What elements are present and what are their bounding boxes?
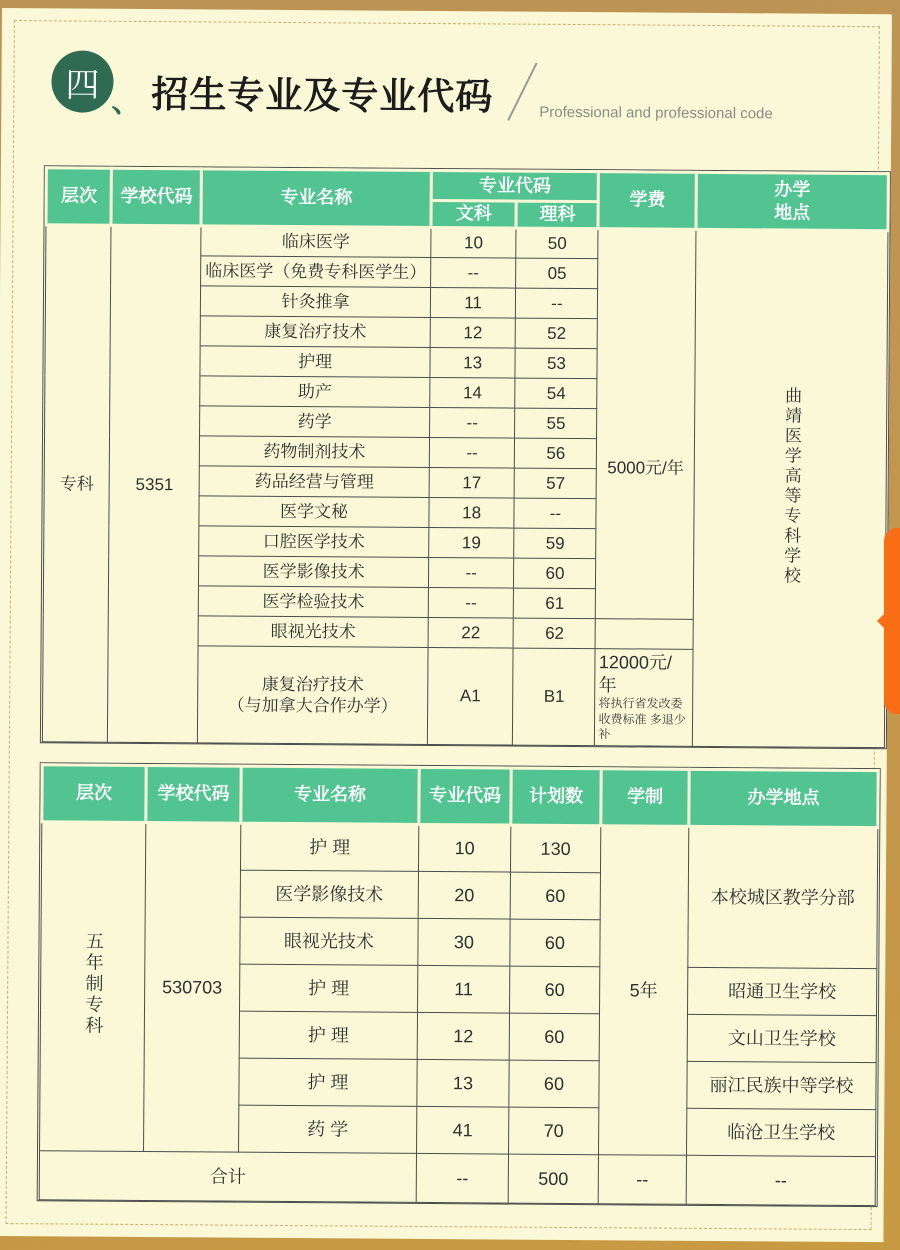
cell-major-name: 临床医学（免费专科医学生） xyxy=(201,256,431,288)
cell-wen: 19 xyxy=(429,527,515,558)
header-school-code: 学校代码 xyxy=(146,766,241,824)
cell-major-name: 临床医学 xyxy=(201,226,431,258)
cell-plan: 60 xyxy=(509,1060,599,1108)
cell-li: 60 xyxy=(514,558,596,589)
table-row xyxy=(46,225,888,261)
cell-total-plan: 500 xyxy=(508,1154,598,1204)
location-vertical-text: 曲靖医学高等专科学校 xyxy=(780,386,802,587)
cell-location: 临沧卫生学校 xyxy=(686,1108,875,1156)
header-major-code: 专业代码 xyxy=(431,171,599,202)
cell-major-name: 康复治疗技术 xyxy=(200,316,430,348)
section-number-badge xyxy=(51,50,113,112)
cell-location xyxy=(692,229,888,747)
cell-li: 05 xyxy=(516,258,598,289)
cell-wen: 11 xyxy=(430,287,516,318)
cell-major-name: 口腔医学技术 xyxy=(199,526,429,558)
cell-wen: A1 xyxy=(427,647,513,744)
header-major-name: 专业名称 xyxy=(201,169,431,228)
cell-wen: 18 xyxy=(429,497,515,528)
cell-wen: 22 xyxy=(428,617,514,648)
cell-wen: 10 xyxy=(431,227,517,258)
cell-wen: -- xyxy=(428,587,514,618)
cell-major-name: 助产 xyxy=(200,376,430,408)
cell-major-name: 医学检验技术 xyxy=(199,586,429,618)
cell-wen: -- xyxy=(429,437,515,468)
cell-level xyxy=(40,822,146,1152)
cell-school-code: 5351 xyxy=(108,225,202,742)
cell-major-name: 护理 xyxy=(200,346,430,378)
cell-li: 55 xyxy=(515,408,597,439)
cell-li: B1 xyxy=(513,648,596,745)
paper-sheet xyxy=(0,8,892,1242)
total-row xyxy=(39,1151,875,1206)
cell-major-code: 41 xyxy=(416,1106,508,1154)
header-major-code: 专业代码 xyxy=(419,767,511,825)
table1-container xyxy=(40,165,891,749)
cell-major-code: 30 xyxy=(418,918,510,966)
header-level: 层次 xyxy=(42,765,146,823)
cell-major-name: 护 理 xyxy=(240,823,418,871)
cell-wen: 13 xyxy=(430,347,516,378)
cell-major-code: 12 xyxy=(417,1012,509,1060)
cell-li: 56 xyxy=(515,438,597,469)
cell-li: -- xyxy=(514,498,596,529)
cell-li: 59 xyxy=(514,528,596,559)
cell-li: 54 xyxy=(515,378,597,409)
cell-li: 50 xyxy=(516,228,598,259)
cell-plan: 60 xyxy=(509,1013,599,1061)
cell-major-code: 20 xyxy=(418,871,510,919)
cell-total-duration: -- xyxy=(598,1155,686,1205)
cell-school-code: 530703 xyxy=(144,823,241,1153)
header-tuition: 学费 xyxy=(598,172,696,230)
cell-location: 昭通卫生学校 xyxy=(687,967,876,1015)
cell-li: 62 xyxy=(513,618,595,649)
cell-wen: -- xyxy=(430,257,516,288)
cell-plan: 60 xyxy=(510,872,600,920)
orange-bookmark-decoration xyxy=(884,528,900,714)
cell-major-name: 药物制剂技术 xyxy=(200,436,430,468)
major-name-line1: 康复治疗技术 xyxy=(261,674,364,695)
majors-codes-table xyxy=(41,166,890,748)
cell-level: 专科 xyxy=(42,225,111,742)
cell-total-label: 合计 xyxy=(39,1151,416,1203)
cell-major-name: 眼视光技术 xyxy=(240,917,418,965)
page-subtitle-en: Professional and professional code xyxy=(539,103,773,123)
cell-wen: 14 xyxy=(430,377,516,408)
section-number: 四 xyxy=(65,65,100,105)
header-school-code: 学校代码 xyxy=(111,168,201,226)
tuition-amount: 12000元/年 xyxy=(598,652,672,695)
cell-wen: 17 xyxy=(429,467,515,498)
cell-plan: 60 xyxy=(509,966,599,1014)
tuition-note-line1: 将执行省发改委 xyxy=(598,696,683,711)
tuition-note-line2: 收费标准 多退少补 xyxy=(598,711,686,742)
cell-plan: 130 xyxy=(510,825,600,873)
document-header xyxy=(51,50,773,125)
cell-major-name xyxy=(198,646,428,744)
cell-major-name: 护 理 xyxy=(239,1058,417,1106)
header-major-name: 专业名称 xyxy=(241,766,419,824)
header-wen: 文科 xyxy=(431,200,517,228)
cell-major-code: 13 xyxy=(417,1059,509,1107)
header-location xyxy=(696,172,888,230)
five-year-plan-table xyxy=(38,763,880,1206)
page-title: 招生专业及专业代码 xyxy=(151,74,494,118)
header-plan-count: 计划数 xyxy=(511,768,601,826)
cell-total-code: -- xyxy=(416,1153,508,1203)
cell-major-name: 医学影像技术 xyxy=(199,556,429,588)
cell-major-name: 护 理 xyxy=(239,1011,417,1059)
cell-plan: 70 xyxy=(508,1107,598,1155)
cell-major-name: 眼视光技术 xyxy=(198,616,428,648)
table-row xyxy=(41,822,877,875)
cell-location: 文山卫生学校 xyxy=(687,1014,876,1062)
cell-major-name: 药学 xyxy=(200,406,430,438)
cell-tuition-main: 5000元/年 xyxy=(596,229,696,620)
header-location-label: 办学地点 xyxy=(774,179,811,223)
cell-major-code: 10 xyxy=(418,824,510,872)
header-location: 办学地点 xyxy=(689,769,878,827)
cell-li: 57 xyxy=(515,468,597,499)
cell-major-name: 药 学 xyxy=(239,1105,417,1153)
cell-tuition-empty xyxy=(595,619,693,650)
cell-major-name: 医学影像技术 xyxy=(240,870,418,918)
cell-location: 丽江民族中等学校 xyxy=(687,1061,876,1109)
cell-major-name: 医学文秘 xyxy=(199,496,429,528)
cell-total-location: -- xyxy=(686,1155,875,1205)
cell-wen: -- xyxy=(429,407,515,438)
slash-divider xyxy=(507,63,537,121)
cell-plan: 60 xyxy=(510,919,600,967)
section-comma: 、 xyxy=(111,85,142,119)
table-header-row xyxy=(42,765,878,828)
cell-tuition-special xyxy=(595,649,693,746)
cell-wen: -- xyxy=(428,557,514,588)
header-duration: 学制 xyxy=(601,769,689,827)
cell-wen: 12 xyxy=(430,317,516,348)
cell-major-code: 11 xyxy=(417,965,509,1013)
table-header-row xyxy=(46,168,888,204)
cell-major-name: 药品经营与管理 xyxy=(199,466,429,498)
cell-major-name: 护 理 xyxy=(239,964,417,1012)
header-li: 理科 xyxy=(516,201,598,229)
cell-li: -- xyxy=(516,288,598,319)
cell-duration: 5年 xyxy=(598,826,688,1156)
table2-container xyxy=(37,762,881,1207)
major-name-line2: （与加拿大合作办学） xyxy=(227,695,398,716)
cell-location: 本校城区教学分部 xyxy=(688,826,878,968)
cell-li: 53 xyxy=(515,348,597,379)
cell-li: 52 xyxy=(516,318,598,349)
cell-major-name: 针灸推拿 xyxy=(201,286,431,318)
level-vertical-text: 五年制专科 xyxy=(83,931,104,1037)
cell-li: 61 xyxy=(514,588,596,619)
header-level: 层次 xyxy=(46,168,112,225)
